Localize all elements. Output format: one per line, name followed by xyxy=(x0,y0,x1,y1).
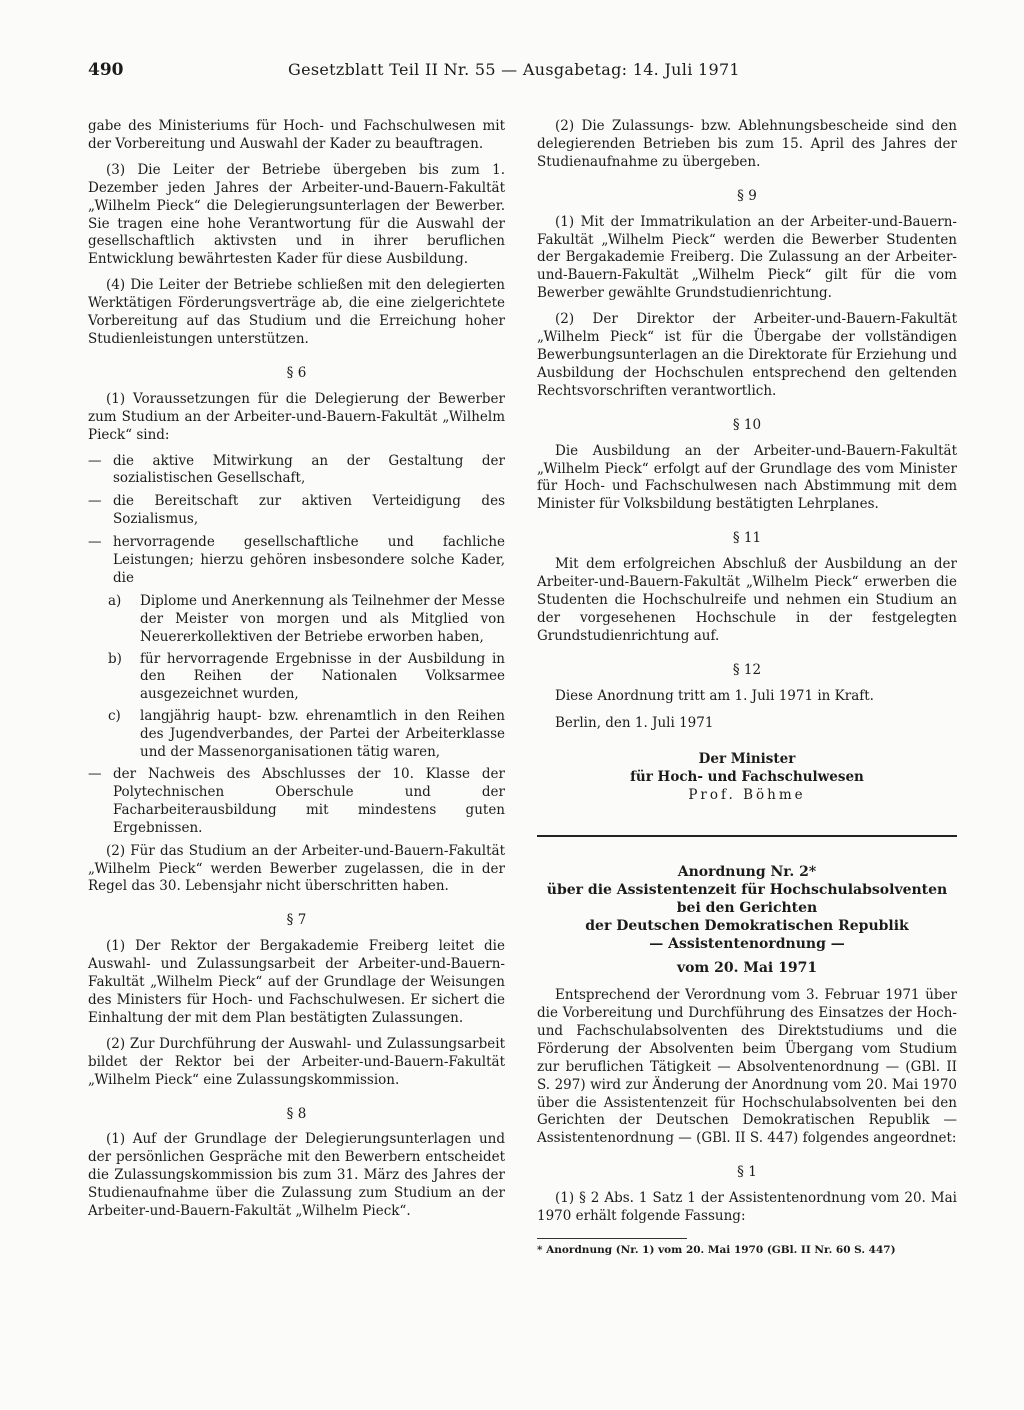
page-number: 490 xyxy=(88,60,124,80)
list-item xyxy=(88,493,505,529)
ordinance-short-name: — Assistentenordnung — xyxy=(649,936,845,953)
dash-marker: — xyxy=(88,534,102,551)
section-heading-10: § 10 xyxy=(732,416,762,433)
list-item-text: die Bereitschaft zur aktiven Verteidigung des Sozialismus, xyxy=(113,493,505,528)
paragraph-9-1: (1) Mit der Immatrikulation an der Arbeiter-und-Bauern-Fakultät „Wilhelm Pieck“ werden die Bewerber Studenten der Bergakademie Freiberg. Die Zulassung an der Arbeiter-und-Bauern-Fakultät „Wilhelm Pieck“ gilt für die vom Bewerber gewählte Grundstudienrichtung. xyxy=(537,213,957,302)
paragraph-5-3: (3) Die Leiter der Betriebe übergeben bis zum 1. Dezember jeden Jahres der Arbeiter-und-Bauern-Fakultät „Wilhelm Pieck“ die Delegierungsunterlagen der Bewerber. Sie tragen eine hohe Verantwortung für die Auswahl der gesellschaftlich aktivsten und in ihrer beruflichen Entwicklung bewährtesten Kader für diese Ausbildung. xyxy=(88,161,505,268)
section-heading-1: § 1 xyxy=(737,1164,757,1181)
footnote: * Anordnung (Nr. 1) vom 20. Mai 1970 (GBl. II Nr. 60 S. 447) xyxy=(537,1243,896,1256)
paragraph-7-1: (1) Der Rektor der Bergakademie Freiberg leitet die Auswahl- und Zulassungsarbeit der Arbeiter-und-Bauern-Fakultät „Wilhelm Pieck“ auf der Grundlage der Weisungen des Ministers für Hoch- und Fachschulwesen. Er sichert die Einhaltung der mit dem Plan bestätigten Zulassungen. xyxy=(88,938,505,1026)
section-heading-6: § 6 xyxy=(286,364,307,381)
ordinance-title: Anordnung Nr. 2* xyxy=(677,864,817,881)
list-item xyxy=(88,453,505,489)
paragraph-7-2: (2) Zur Durchführung der Auswahl- und Zulassungsarbeit bildet der Rektor bei der Arbeiter-und-Bauern-Fakultät „Wilhelm Pieck“ eine Zulassungskommission. xyxy=(88,1035,505,1088)
sub-list-item-b xyxy=(88,651,505,705)
left-column xyxy=(88,118,505,1229)
sub-marker: a) xyxy=(108,592,122,609)
paragraph-9-2: (2) Der Direktor der Arbeiter-und-Bauern-Fakultät „Wilhelm Pieck“ ist für die Übergabe der vollständigen Bewerbungsunterlagen an die Direktorate für Erziehung und Ausbildung der Hochschulen entsprechend den geltenden Rechtsvorschriften verantwortlich. xyxy=(537,311,957,399)
ordinance-subject-line: der Deutschen Demokratischen Republik xyxy=(585,918,909,935)
paragraph-6-2: (2) Für das Studium an der Arbeiter-und-Bauern-Fakultät „Wilhelm Pieck“ werden Bewerber zugelassen, die in der Regel das 30. Lebensjahr nicht überschritten haben. xyxy=(88,842,505,895)
list-item-text: der Nachweis des Abschlusses der 10. Klasse der Polytechnischen Oberschule und der Facharbeiterausbildung mit mindestens guten Ergebnissen. xyxy=(113,766,505,836)
right-column xyxy=(537,118,957,1257)
sub-item-text: für hervorragende Ergebnisse in der Ausbildung in den Reihen der Nationalen Volksarmee ausgezeichnet wurden, xyxy=(140,650,505,703)
section-heading-11: § 11 xyxy=(732,530,762,547)
dash-marker: — xyxy=(88,493,102,510)
paragraph-6-1: (1) Voraussetzungen für die Delegierung der Bewerber zum Studium an der Arbeiter-und-Bauern-Fakultät „Wilhelm Pieck“ sind: xyxy=(88,390,505,443)
paragraph-5-4: (4) Die Leiter der Betriebe schließen mit den delegierten Werktätigen Förderungsverträge ab, die eine zielgerichtete Vorbereitung auf das Studium und die Erreichung hoher Studienleistungen unterstützen. xyxy=(88,277,505,347)
section-heading-12: § 12 xyxy=(732,661,762,678)
signature-ministry: für Hoch- und Fachschulwesen xyxy=(630,769,864,786)
sub-marker: c) xyxy=(108,708,121,725)
paragraph-8-2: (2) Die Zulassungs- bzw. Ablehnungsbescheide sind den delegierenden Betrieben bis zum 15. April des Jahres der Studienaufnahme zu übergeben. xyxy=(537,118,957,170)
section-heading-9: § 9 xyxy=(737,187,757,204)
ordinance-date: vom 20. Mai 1971 xyxy=(676,960,818,977)
list-item-text: die aktive Mitwirkung an der Gestaltung der sozialistischen Gesellschaft, xyxy=(113,452,505,487)
paragraph-11: Mit dem erfolgreichen Abschluß der Ausbildung an der Arbeiter-und-Bauern-Fakultät „Wilhelm Pieck“ erwerben die Studenten die Hochschulreife und nehmen ein Studium an der vorgesehenen Hochschule in der festgelegten Grundstudienrichtung auf. xyxy=(537,556,957,644)
paragraph-10: Die Ausbildung an der Arbeiter-und-Bauern-Fakultät „Wilhelm Pieck“ erfolgt auf der Grundlage des vom Minister für Hoch- und Fachschulwesen nach Abstimmung mit dem Minister für Volksbildung bestätigten Lehrplanes. xyxy=(537,442,957,513)
signature-title: Der Minister xyxy=(698,751,796,768)
sub-item-text: langjährig haupt- bzw. ehrenamtlich in den Reihen des Jugendverbandes, der Partei der Arbeiterklasse und der Massenorganisationen tätig waren, xyxy=(140,708,505,761)
dash-marker: — xyxy=(88,766,102,782)
dash-marker: — xyxy=(88,452,102,469)
header-title: Gesetzblatt Teil II Nr. 55 — Ausgabetag: 14. Juli 1971 xyxy=(288,60,740,79)
page-header xyxy=(88,60,958,86)
place-date: Berlin, den 1. Juli 1971 xyxy=(555,715,714,732)
footnote-divider xyxy=(537,1238,687,1239)
paragraph-continued: gabe des Ministeriums für Hoch- und Fachschulwesen mit der Vorbereitung und Auswahl der Kader zu beauftragen. xyxy=(88,118,505,152)
preamble: Entsprechend der Verordnung vom 3. Februar 1971 über die Vorbereitung und Durchführung des Einsatzes der Hoch- und Fachschulabsolventen des Direktstudiums und die Förderung der Absolventen beim Übergang vom Studium zur beruflichen Tätigkeit — Absolventenordnung — (GBl. II S. 297) wird zur Änderung der Anordnung vom 20. Mai 1970 über die Assistentenzeit für Hochschulabsolventen bei den Gerichten der Deutschen Demokratischen Republik — Assistentenordnung — (GBl. II S. 447) folgendes angeordnet: xyxy=(537,987,957,1147)
ordinance-subject-line: bei den Gerichten xyxy=(676,900,818,917)
ordinance-subject: über die Assistentenzeit für Hochschulabsolventen xyxy=(546,882,948,899)
sub-list-item-a xyxy=(88,593,505,647)
sub-item-text: Diplome und Anerkennung als Teilnehmer der Messe der Meister von morgen und als Mitglied von Neuererkollektiven der Betriebe erworben haben, xyxy=(140,592,505,645)
paragraph-12: Diese Anordnung tritt am 1. Juli 1971 in Kraft. xyxy=(555,687,874,704)
list-item xyxy=(88,766,505,838)
section-divider xyxy=(537,835,957,837)
sub-marker: b) xyxy=(108,650,122,667)
paragraph-8-1: (1) Auf der Grundlage der Delegierungsunterlagen und der persönlichen Gespräche mit den Bewerbern entscheidet die Zulassungskommission bis zum 31. März des Jahres der Studienaufnahme über die Zulassung zum Studium an der Arbeiter-und-Bauern-Fakultät „Wilhelm Pieck“. xyxy=(88,1131,505,1220)
section-heading-8: § 8 xyxy=(286,1105,307,1122)
sub-list-item-c xyxy=(88,708,505,762)
list-item-text: hervorragende gesellschaftliche und fachliche Leistungen; hierzu gehören insbesondere solche Kader, die xyxy=(113,534,505,586)
signature-name: Prof. Böhme xyxy=(688,787,806,804)
list-item xyxy=(88,534,505,588)
paragraph-1-1: (1) § 2 Abs. 1 Satz 1 der Assistentenordnung vom 20. Mai 1970 erhält folgende Fassung: xyxy=(537,1190,957,1225)
section-heading-7: § 7 xyxy=(286,912,307,929)
